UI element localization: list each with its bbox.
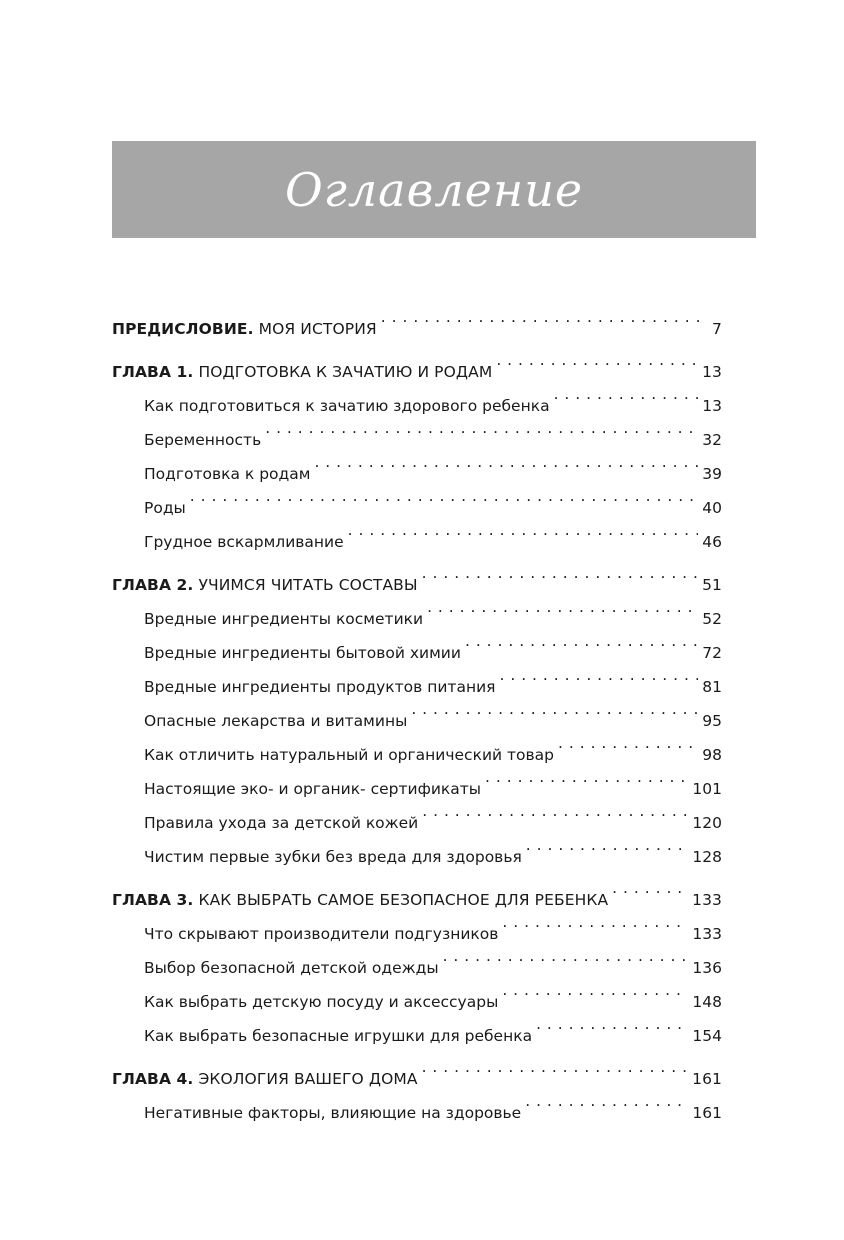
toc-chapter-number: ГЛАВА 3. [112, 891, 194, 909]
toc-entry-title [144, 985, 498, 1019]
toc-entry-title [144, 1096, 521, 1130]
toc-entry-text: ЭКОЛОГИЯ ВАШЕГО ДОМА [193, 1070, 418, 1088]
toc-entry-text: Опасные лекарства и витамины [144, 712, 408, 730]
toc-page-number: 40 [702, 499, 722, 517]
dot-leader [485, 760, 688, 794]
toc-chapter-number: ГЛАВА 1. [112, 363, 194, 381]
toc-entry-text: Что скрывают производители подгузников [144, 925, 499, 943]
toc-page-number: 154 [692, 1027, 722, 1045]
toc-entry-title [144, 525, 344, 559]
dot-leader [558, 726, 698, 760]
dot-leader [190, 479, 698, 513]
dot-leader [422, 794, 688, 828]
dot-leader [422, 1050, 689, 1084]
toc-entry-text: КАК ВЫБРАТЬ САМОЕ БЕЗОПАСНОЕ ДЛЯ РЕБЕНКА [193, 891, 609, 909]
toc-page-number: 120 [692, 814, 722, 832]
dot-leader [526, 828, 689, 862]
toc-entry-title [144, 636, 461, 670]
dot-leader [427, 590, 698, 624]
toc-chapter-row [112, 343, 722, 381]
contents-title: Оглавление [284, 162, 584, 217]
dot-leader [443, 939, 689, 973]
toc-entry-title [144, 951, 439, 985]
dot-leader [496, 343, 698, 377]
toc-entry-text: Вредные ингредиенты косметики [144, 610, 424, 628]
dot-leader [502, 905, 688, 939]
dot-leader [348, 513, 699, 547]
toc-page-number: 101 [692, 780, 722, 798]
dot-leader [612, 871, 688, 905]
toc-page-number: 148 [692, 993, 722, 1011]
toc-section-row [112, 513, 722, 551]
toc-chapter-row [112, 871, 722, 909]
toc-entry-text: УЧИМСЯ ЧИТАТЬ СОСТАВЫ [193, 576, 418, 594]
dot-leader [465, 624, 698, 658]
toc-chapter-row [112, 300, 722, 338]
toc-entry-text: Правила ухода за детской кожей [144, 814, 419, 832]
toc-entry-text: Подготовка к родам [144, 465, 311, 483]
toc-chapter-number: ГЛАВА 4. [112, 1070, 194, 1088]
toc-entry-text: Вредные ингредиенты бытовой химии [144, 644, 461, 662]
toc-page-number: 81 [702, 678, 722, 696]
toc-entry-text: Как выбрать безопасные игрушки для ребенка [144, 1027, 533, 1045]
toc-page-number: 51 [702, 576, 722, 594]
toc-page-number: 52 [702, 610, 722, 628]
toc-entry-title [144, 423, 261, 457]
toc-page-number: 98 [702, 746, 722, 764]
dot-leader [411, 692, 698, 726]
toc-entry-title [144, 806, 418, 840]
toc-entry-text: Грудное вскармливание [144, 533, 344, 551]
toc-entry-text: Вредные ингредиенты продуктов питания [144, 678, 496, 696]
toc-entry-text: Настоящие эко- и органик- сертификаты [144, 780, 482, 798]
toc-page-number: 7 [712, 320, 722, 338]
toc-page-number: 161 [692, 1070, 722, 1088]
toc-page-number: 46 [702, 533, 722, 551]
toc-page-number: 39 [702, 465, 722, 483]
dot-leader [381, 300, 708, 334]
toc-entry-title [144, 704, 407, 738]
dot-leader [314, 445, 698, 479]
toc-entry-title [144, 491, 186, 525]
dot-leader [502, 973, 688, 1007]
dot-leader [265, 411, 698, 445]
toc-entry-text: Как выбрать детскую посуду и аксессуары [144, 993, 499, 1011]
toc-entry-title [112, 355, 492, 389]
table-of-contents [112, 300, 722, 1122]
toc-chapter-row [112, 556, 722, 594]
dot-leader [525, 1084, 688, 1118]
toc-page-number: 13 [702, 397, 722, 415]
toc-entry-title [144, 840, 522, 874]
toc-entry-text: Как отличить натуральный и органический товар [144, 746, 555, 764]
toc-chapter-number: ПРЕДИСЛОВИЕ. [112, 320, 254, 338]
toc-page-number: 133 [692, 891, 722, 909]
dot-leader [422, 556, 698, 590]
toc-page-number: 128 [692, 848, 722, 866]
toc-entry-text: Негативные факторы, влияющие на здоровье [144, 1104, 522, 1122]
toc-entry-text: МОЯ ИСТОРИЯ [253, 320, 377, 338]
toc-page-number: 32 [702, 431, 722, 449]
toc-page-number: 13 [702, 363, 722, 381]
toc-page-number: 161 [692, 1104, 722, 1122]
toc-section-row [112, 479, 722, 517]
toc-entry-text: Как подготовиться к зачатию здорового ребенка [144, 397, 550, 415]
toc-page-number: 72 [702, 644, 722, 662]
toc-entry-title [112, 568, 418, 602]
toc-page-number: 133 [692, 925, 722, 943]
toc-entry-text: Чистим первые зубки без вреда для здоровья [144, 848, 522, 866]
dot-leader [554, 377, 699, 411]
toc-entry-title [112, 1062, 418, 1096]
toc-entry-text: Выбор безопасной детской одежды [144, 959, 439, 977]
dot-leader [500, 658, 699, 692]
toc-page-number: 95 [702, 712, 722, 730]
toc-entry-text: ПОДГОТОВКА К ЗАЧАТИЮ И РОДАМ [193, 363, 493, 381]
toc-chapter-number: ГЛАВА 2. [112, 576, 194, 594]
toc-entry-title [144, 602, 423, 636]
toc-chapter-row [112, 1050, 722, 1088]
toc-entry-text: Беременность [144, 431, 262, 449]
toc-entry-text: Роды [144, 499, 186, 517]
contents-banner [112, 141, 756, 238]
dot-leader [536, 1007, 688, 1041]
toc-page-number: 136 [692, 959, 722, 977]
toc-entry-title [112, 312, 377, 346]
toc-entry-title [144, 1019, 532, 1053]
